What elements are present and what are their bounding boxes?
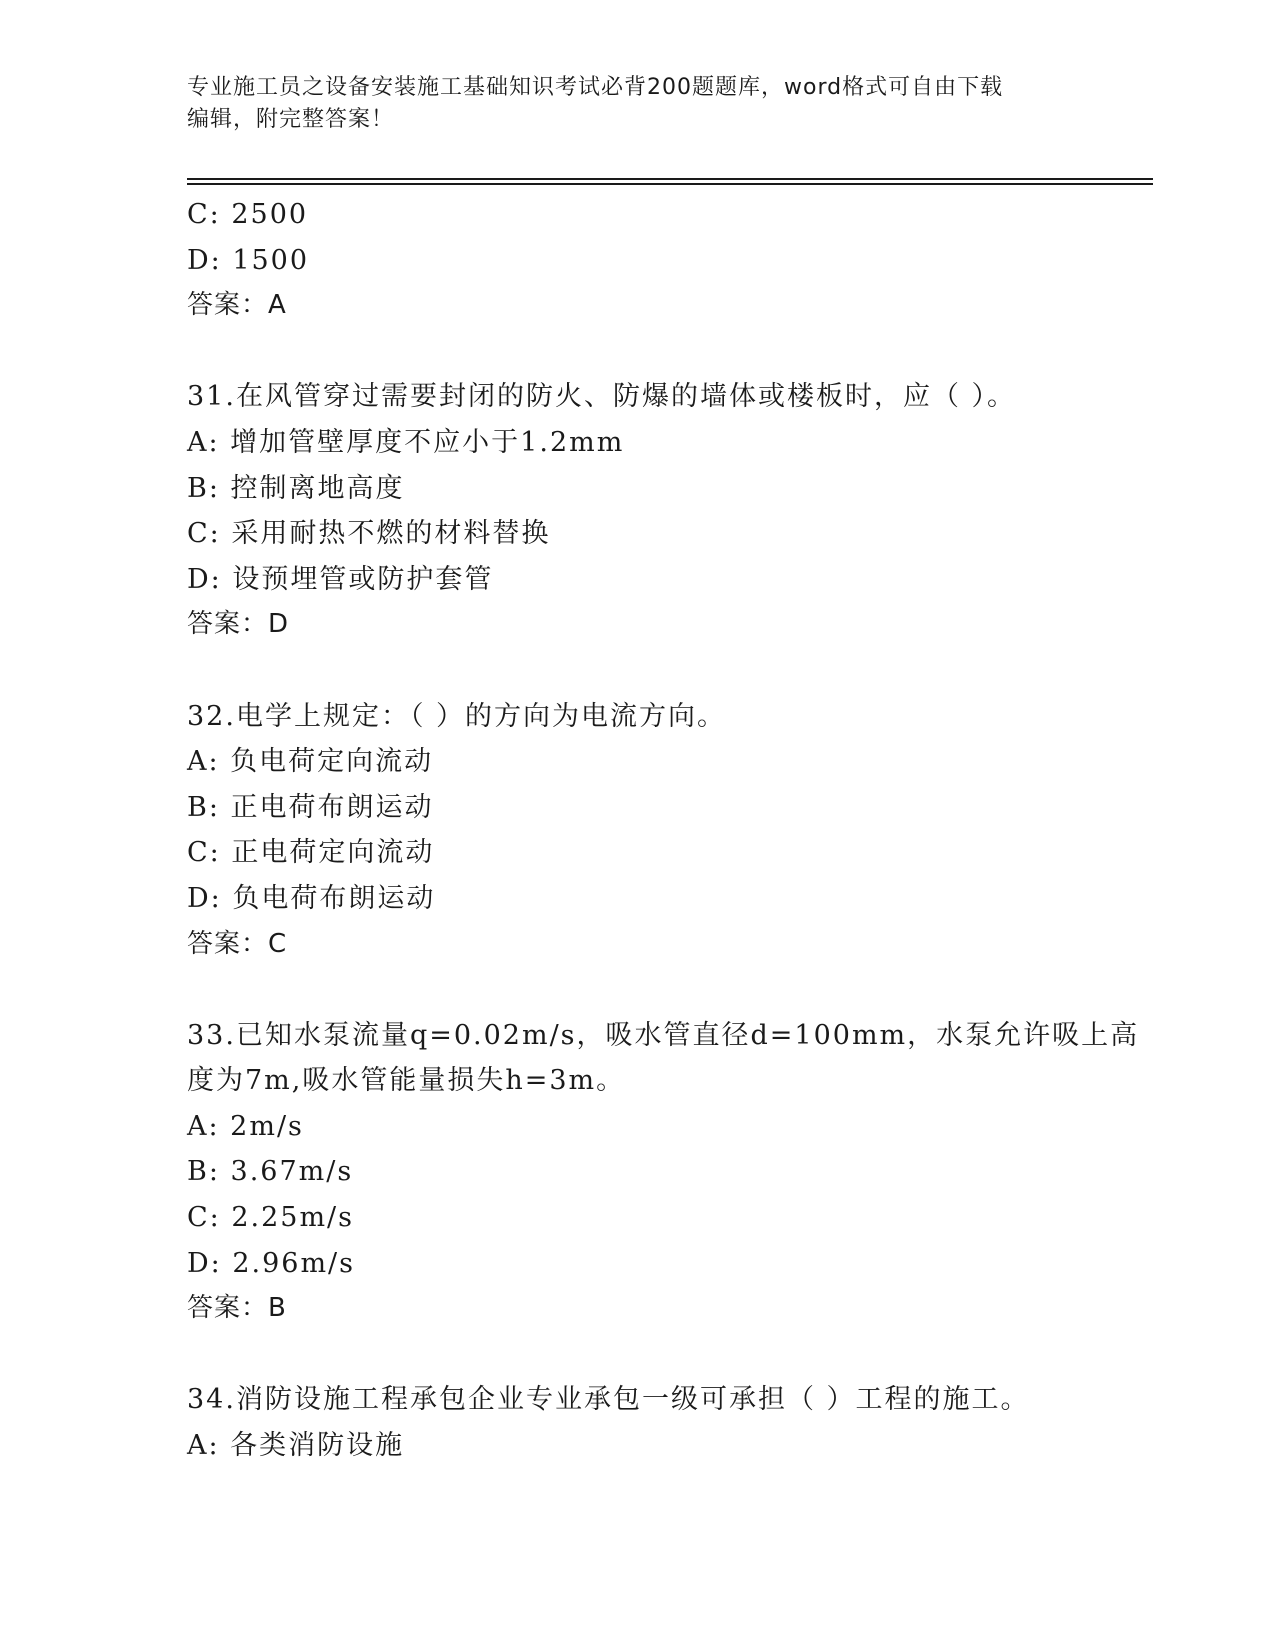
- spacer: [187, 648, 1147, 694]
- header-title-line2: 编辑，附完整答案！: [187, 107, 395, 132]
- question-32-option-b: B: 正电荷布朗运动: [187, 791, 434, 823]
- question-31-option-d: D: 设预埋管或防护套管: [187, 563, 494, 595]
- spacer: [187, 329, 1147, 375]
- prev-option-c: C: 2500: [187, 199, 309, 230]
- question-33-text-line1: 33.已知水泵流量q=0.02m/s，吸水管直径d=100mm，水泵允许吸上高: [187, 1019, 1140, 1051]
- spacer: [187, 967, 1147, 1013]
- question-32-text: 32.电学上规定：（ ）的方向为电流方向。: [187, 700, 727, 732]
- question-33-option-b: B: 3.67m/s: [187, 1156, 354, 1188]
- question-31-option-b: B: 控制离地高度: [187, 472, 405, 504]
- prev-option-d: D: 1500: [187, 244, 310, 276]
- question-list: [187, 192, 1147, 1469]
- question-33-option-d: D: 2.96m/s: [187, 1247, 355, 1279]
- question-31-text: 31.在风管穿过需要封闭的防火、防爆的墙体或楼板时，应（ ）。: [187, 381, 1017, 413]
- header-title-line1: 专业施工员之设备安装施工基础知识考试必背200题题库，word格式可自由下载: [187, 75, 1004, 100]
- question-32-option-a: A: 负电荷定向流动: [187, 746, 434, 778]
- question-34-option-a: A: 各类消防设施: [187, 1430, 405, 1462]
- question-33-text-line2: 度为7m,吸水管能量损失h=3m。: [187, 1065, 626, 1097]
- question-31-option-a: A: 增加管壁厚度不应小于1.2mm: [187, 426, 625, 458]
- question-32-option-d: D: 负电荷布朗运动: [187, 882, 436, 914]
- header-divider-bottom: [187, 183, 1153, 185]
- question-31-option-c: C: 采用耐热不燃的材料替换: [187, 518, 551, 550]
- header-divider-top: [187, 178, 1153, 180]
- question-33-answer: 答案：B: [187, 1293, 287, 1324]
- prev-answer: 答案：A: [187, 290, 287, 321]
- question-32-answer: 答案：C: [187, 928, 288, 959]
- document-header: [187, 72, 1087, 136]
- question-34-text: 34.消防设施工程承包企业专业承包一级可承担（ ）工程的施工。: [187, 1384, 1030, 1416]
- question-32-option-c: C: 正电荷定向流动: [187, 837, 435, 869]
- question-33-option-a: A: 2m/s: [187, 1110, 304, 1142]
- question-31-answer: 答案：D: [187, 609, 290, 640]
- question-33-option-c: C: 2.25m/s: [187, 1202, 355, 1234]
- spacer: [187, 1332, 1147, 1378]
